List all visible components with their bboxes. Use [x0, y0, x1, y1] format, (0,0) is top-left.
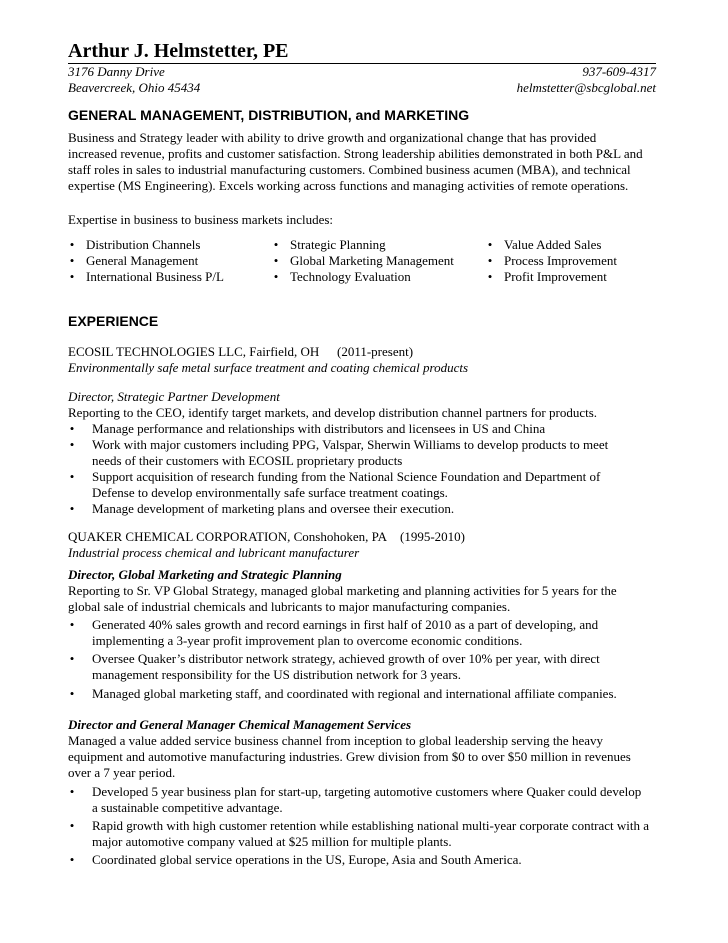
company-description: Industrial process chemical and lubricant manufacturer — [68, 545, 360, 560]
bullet-glyph: • — [69, 253, 75, 268]
summary-line: staff roles in sales to industrial manufacturing customers. Combined business acumen (MBA), and technical — [68, 162, 631, 177]
bullet-glyph: • — [69, 784, 75, 799]
achievement-line: major automotive company valued at $25 million for multiple plants. — [92, 834, 452, 849]
address-city: Beavercreek, Ohio 45434 — [68, 80, 201, 95]
expertise-item: Strategic Planning — [290, 237, 386, 252]
bullet-glyph: • — [69, 501, 75, 516]
experience-heading: EXPERIENCE — [68, 313, 159, 329]
expertise-item: Global Marketing Management — [290, 253, 454, 268]
job-intro: over a 7 year period. — [68, 765, 176, 780]
bullet-glyph: • — [69, 852, 75, 867]
bullet-glyph: • — [487, 269, 493, 284]
achievement-line: Developed 5 year business plan for start-up, targeting automotive customers where Quaker could develop — [92, 784, 642, 799]
summary-heading: GENERAL MANAGEMENT, DISTRIBUTION, and MARKETING — [68, 107, 470, 123]
expertise-item: Value Added Sales — [504, 237, 602, 252]
expertise-intro: Expertise in business to business markets includes: — [68, 212, 334, 227]
achievement-line: Manage performance and relationships with distributors and licensees in US and China — [92, 421, 546, 436]
candidate-name: Arthur J. Helmstetter, PE — [68, 40, 289, 62]
job-title: Director and General Manager Chemical Management Services — [68, 717, 412, 732]
company-dates: (2011-present) — [337, 344, 414, 359]
job-title: Director, Global Marketing and Strategic Planning — [68, 567, 342, 582]
email-address: helmstetter@sbcglobal.net — [516, 80, 656, 95]
expertise-item: International Business P/L — [86, 269, 224, 284]
expertise-item: General Management — [86, 253, 199, 268]
achievement-line: Managed global marketing staff, and coordinated with regional and international affiliate companies. — [92, 686, 617, 701]
bullet-glyph: • — [487, 253, 493, 268]
bullet-glyph: • — [69, 269, 75, 284]
bullet-glyph: • — [69, 469, 75, 484]
company-description: Environmentally safe metal surface treatment and coating chemical products — [68, 360, 469, 375]
summary-line: expertise (MS Engineering). Excels working across functions and managing activities of remote operations. — [68, 178, 629, 193]
job-intro: Reporting to Sr. VP Global Strategy, managed global marketing and planning activities for 5 years for the — [68, 583, 617, 598]
achievement-line: a sustainable competitive advantage. — [92, 800, 283, 815]
achievement-line: implementing a 3-year profit improvement plan to overcome economic conditions. — [92, 633, 523, 648]
expertise-item: Technology Evaluation — [290, 269, 411, 284]
bullet-glyph: • — [69, 686, 75, 701]
address-street: 3176 Danny Drive — [68, 64, 165, 79]
achievement-line: Generated 40% sales growth and record earnings in first half of 2010 as a part of developing, and — [92, 617, 599, 632]
bullet-glyph: • — [273, 253, 279, 268]
achievement-line: Manage development of marketing plans and oversee their execution. — [92, 501, 455, 516]
bullet-glyph: • — [69, 617, 75, 632]
bullet-glyph: • — [273, 237, 279, 252]
job-intro: Reporting to the CEO, identify target markets, and develop distribution channel partners for products. — [68, 405, 598, 420]
company-name: QUAKER CHEMICAL CORPORATION, Conshohoken, PA — [68, 529, 388, 544]
job-intro: Managed a value added service business channel from inception to global leadership serving the heavy — [68, 733, 603, 748]
bullet-glyph: • — [69, 421, 75, 436]
bullet-glyph: • — [487, 237, 493, 252]
expertise-item: Distribution Channels — [86, 237, 201, 252]
achievement-line: management responsibility for the US distribution network for 3 years. — [92, 667, 461, 682]
achievement-line: Rapid growth with high customer retention while establishing national multi-year corporate contract with a — [92, 818, 650, 833]
bullet-glyph: • — [69, 237, 75, 252]
bullet-glyph: • — [69, 437, 75, 452]
company-name: ECOSIL TECHNOLOGIES LLC, Fairfield, OH — [68, 344, 320, 359]
job-title: Director, Strategic Partner Development — [68, 389, 280, 404]
achievement-line: Support acquisition of research funding from the National Science Foundation and Department of — [92, 469, 601, 484]
job-intro: global sale of industrial chemicals and lubricants to major manufacturing companies. — [68, 599, 511, 614]
job-intro: equipment and automotive manufacturing industries. Grew division from $0 to over $50 million in revenues — [68, 749, 631, 764]
achievement-line: Defense to develop environmentally safe surface treatment coatings. — [92, 485, 448, 500]
bullet-glyph: • — [273, 269, 279, 284]
bullet-glyph: • — [69, 651, 75, 666]
company-dates: (1995-2010) — [400, 529, 465, 544]
achievement-line: Work with major customers including PPG, Valspar, Sherwin Williams to develop products to meet — [92, 437, 609, 452]
phone-number: 937-609-4317 — [582, 64, 656, 79]
bullet-glyph: • — [69, 818, 75, 833]
achievement-line: needs of their customers with ECOSIL proprietary products — [92, 453, 403, 468]
summary-line: increased revenue, profits and customer satisfaction. Strong leadership abilities demonstrated in both P&L and — [68, 146, 643, 161]
expertise-item: Process Improvement — [504, 253, 618, 268]
expertise-item: Profit Improvement — [504, 269, 607, 284]
achievement-line: Oversee Quaker’s distributor network strategy, achieved growth of over 10% per year, with direct — [92, 651, 600, 666]
achievement-line: Coordinated global service operations in the US, Europe, Asia and South America. — [92, 852, 522, 867]
summary-line: Business and Strategy leader with ability to drive growth and organizational change that has provided — [68, 130, 597, 145]
